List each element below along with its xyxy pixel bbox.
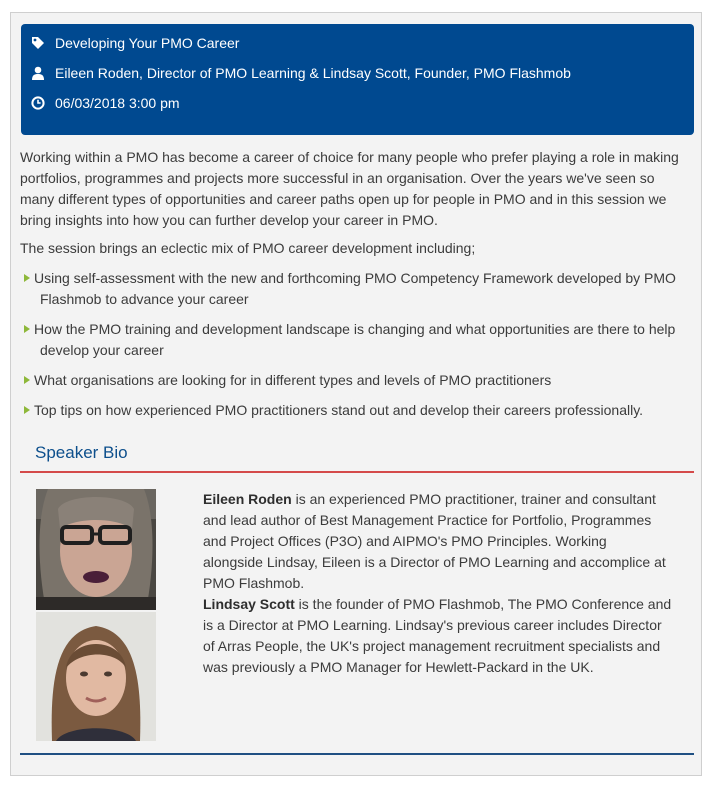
bullet-arrow-icon xyxy=(24,376,30,384)
event-title: Developing Your PMO Career xyxy=(55,35,240,51)
lindsay-bio: Lindsay Scott is the founder of PMO Flashmob, The PMO Conference and is a Director at PMO Learning. Lindsay's previous career includes Director of Arras People, the UK's project management recruitment specialists and was previously a PMO Manager for Hewlett-Packard in the UK. xyxy=(203,596,672,675)
event-speakers-row xyxy=(31,65,571,81)
list-item: Using self-assessment with the new and forthcoming PMO Competency Framework developed by PMO Flashmob to advance your career xyxy=(20,268,690,310)
speaker-bio-heading: Speaker Bio xyxy=(35,443,128,462)
footer-divider xyxy=(20,753,694,755)
bullet-arrow-icon xyxy=(24,325,30,333)
lead-paragraph: The session brings an eclectic mix of PMO career development including; xyxy=(20,240,476,256)
event-header xyxy=(21,24,694,135)
clock-icon xyxy=(31,96,45,110)
event-speakers: Eileen Roden, Director of PMO Learning & Lindsay Scott, Founder, PMO Flashmob xyxy=(55,65,571,81)
list-item: How the PMO training and development landscape is changing and what opportunities are there to help develop your career xyxy=(20,319,690,361)
bullet-arrow-icon xyxy=(24,274,30,282)
lindsay-scott-photo xyxy=(36,612,156,741)
user-icon xyxy=(31,66,45,80)
topic-list xyxy=(20,268,690,421)
event-datetime: 06/03/2018 3:00 pm xyxy=(55,95,180,111)
speaker-bio-text xyxy=(203,489,683,678)
heading-divider xyxy=(20,471,694,473)
eileen-roden-photo xyxy=(36,489,156,610)
eileen-bio: Eileen Roden is an experienced PMO practitioner, trainer and consultant and lead author of Best Management Practice for Portfolio, Programmes and Project Offices (P3O) and AIPMO's PMO Principles. Working alongside Lindsay, Eileen is a Director of PMO Learning and accomplice at PMO Flashmob. xyxy=(203,491,666,591)
bullet-arrow-icon xyxy=(24,406,30,414)
list-item: Top tips on how experienced PMO practitioners stand out and develop their careers professionally. xyxy=(20,400,690,421)
tag-icon xyxy=(31,36,45,50)
event-card xyxy=(10,12,702,776)
event-datetime-row xyxy=(31,95,180,111)
event-title-row xyxy=(31,35,239,51)
list-item: What organisations are looking for in different types and levels of PMO practitioners xyxy=(20,370,690,391)
event-description xyxy=(20,147,690,430)
eileen-name: Eileen Roden xyxy=(203,491,292,507)
intro-paragraph: Working within a PMO has become a career of choice for many people who prefer playing a role in making portfolios, programmes and projects more successful in an organisation. Over the years we've seen so many different types of opportunities and career paths open up for people in PMO and in this session we bring insights into how you can further develop your career in PMO. xyxy=(20,149,679,228)
lindsay-name: Lindsay Scott xyxy=(203,596,295,612)
